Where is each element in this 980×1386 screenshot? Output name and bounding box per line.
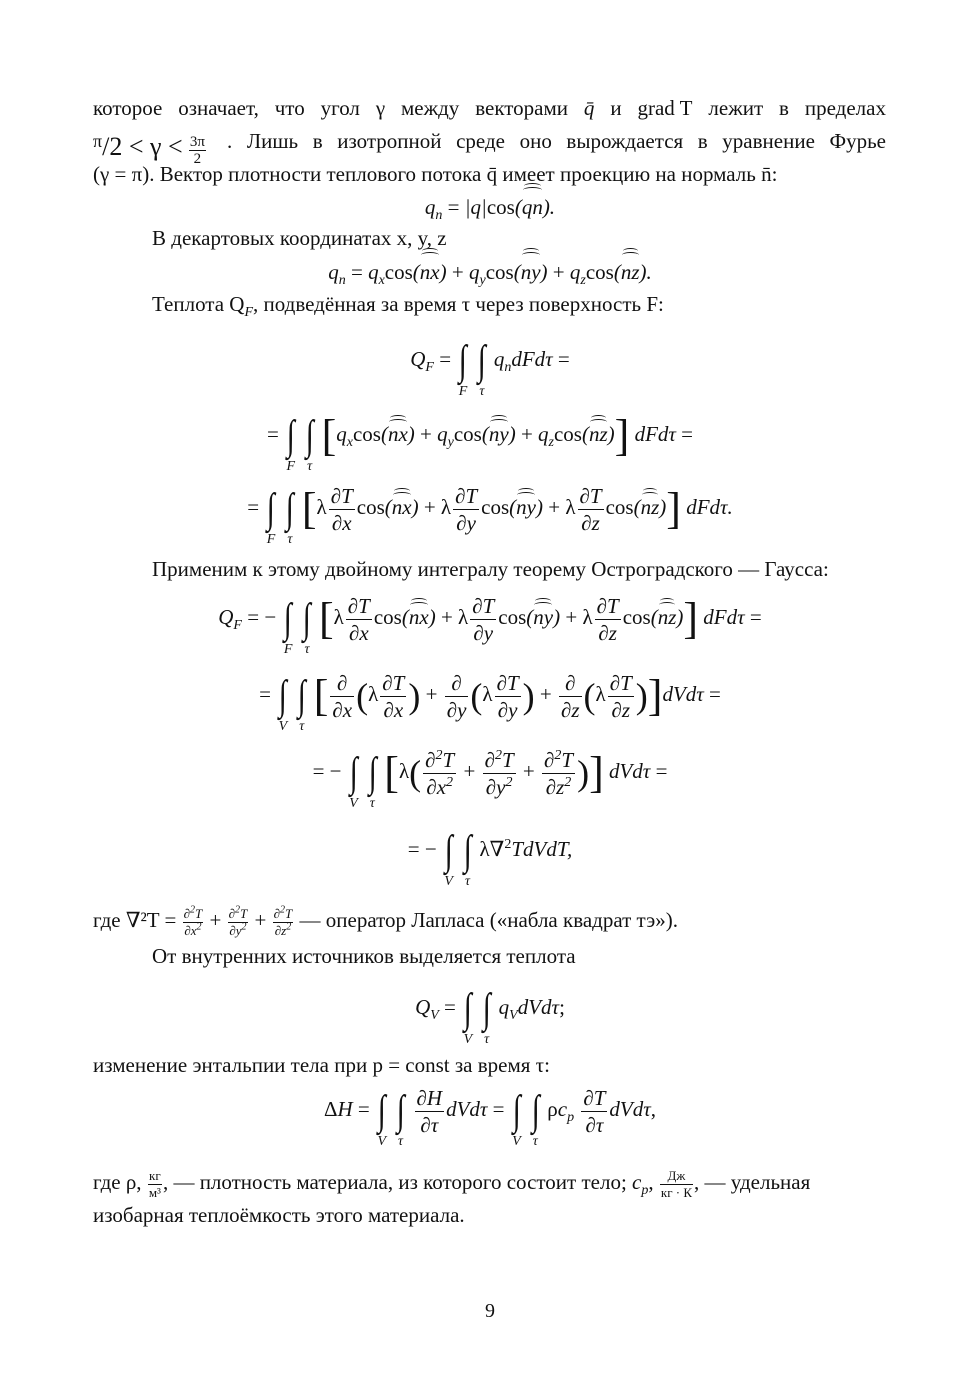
word: векторами: [475, 96, 569, 120]
word: лежит: [708, 96, 764, 120]
paragraph-line: где ∇²T = $\frac{\partial^2T}{\partial x^2}$ + $\frac{\partial^2T}{\partial y^2}$ + $\frac{\partial^2T}{\partial z^2}$ — оператор Лапласа («набла квадрат тэ»).: [93, 904, 679, 938]
word: что: [274, 96, 305, 120]
word: которое: [93, 96, 163, 120]
integral-sign: ∫ τ: [297, 673, 306, 734]
text-fragment: — оператор Лапласа («набла квадрат тэ»).: [299, 908, 679, 932]
word: в: [779, 96, 789, 120]
word: между: [401, 96, 460, 120]
integral-sign: ∫ V: [278, 673, 288, 734]
text-fragment: , подведённая за время τ через поверхность F:: [253, 292, 664, 316]
paragraph-line: изменение энтальпии тела при p = const за время τ:: [93, 1053, 550, 1077]
integral-sign: ∫ τ: [305, 413, 314, 474]
text-fragment: /2 < γ <: [102, 132, 183, 161]
equation-qf-1: $Q_F$ = ∫ F ∫ τ $q_ndFd\tau$ =: [410, 338, 570, 399]
text-fragment: , — удельная: [694, 1170, 811, 1194]
fraction-denominator: 2: [193, 150, 202, 167]
equation-qf-2: = ∫ F ∫ τ $[q_x\cos(nx) + q_y\cos(ny) + q_z\cos(nz)] dFd\tau$ =: [266, 411, 694, 474]
integral-sign: ∫ τ: [463, 828, 472, 889]
integral-sign: ∫ V: [444, 828, 453, 889]
word: q̄: [583, 96, 595, 120]
text-fragment: где ρ,: [93, 1170, 142, 1194]
integral-sign: ∫ τ: [531, 1088, 540, 1149]
integral-sign: ∫ V: [349, 750, 358, 811]
paragraph-line: (γ = π). Вектор плотности теплового потока q̄ имеет проекцию на нормаль n̄:: [93, 162, 778, 186]
integral-sign: ∫ τ: [302, 596, 311, 657]
text-fragment: , — плотность материала, из которого состоит тело;: [162, 1170, 627, 1194]
equation-ostrogradsky-3: = − ∫ V ∫ τ [λ( $\frac{\partial^2T}{\partial x^2}$ + $\frac{\partial^2T}{\partial y^2}$ + $\frac{\partial^2T}{\partial z^2}$ )] dVdτ =: [312, 747, 668, 811]
fraction-numerator: Дж: [660, 1168, 693, 1185]
fraction: $\frac{\partial^2T}{\partial y^2}$: [228, 904, 248, 938]
integral-sign: ∫ V: [512, 1088, 521, 1149]
text-fragment: c: [632, 1170, 642, 1194]
text-fragment: где ∇²T =: [93, 908, 177, 932]
word: и: [610, 96, 622, 120]
text-fragment: π: [93, 131, 103, 151]
word: γ: [375, 96, 386, 120]
fraction-numerator: кг: [149, 1167, 161, 1183]
paragraph-line: От внутренних источников выделяется теплота: [152, 944, 576, 968]
text-fragment: Теплота Q: [152, 292, 245, 316]
integral-sign: ∫ F: [266, 486, 276, 547]
equation-qn-cartesian: $q_n = q_x\cos(nx) + q_y\cos(ny) + q_z\cos(nz)$.: [0, 255, 980, 289]
page-number: 9: [485, 1300, 495, 1322]
equation-qn: $q_n = |q|\cos(qn)$.: [0, 190, 980, 224]
text-fragment: F: [244, 305, 254, 321]
paragraph-line: . Лишь в изотропной среде оно вырождается в уравнение Фурье: [227, 129, 886, 153]
integral-sign: ∫ V: [463, 986, 473, 1047]
word: означает,: [178, 96, 259, 120]
integral-sign: ∫ V: [377, 1088, 387, 1149]
fraction: $\frac{\partial^2T}{\partial z^2}$: [273, 904, 293, 938]
fraction: $\frac{\partial^2T}{\partial x^2}$: [183, 904, 203, 938]
word: пределах: [804, 96, 886, 120]
equation-qf-3: = ∫ F ∫ τ [λ $\frac{\partial T}{\partial x}$ cos(nx) + λ $\frac{\partial T}{\partial y}$ cos(ny) + λ $\frac{\partial T}{\partial z}$ cos(nz)] dFdτ.: [247, 483, 733, 547]
fraction-denominator: кг · К: [660, 1184, 693, 1200]
equation-qv: $Q_V$ = ∫ V ∫ τ $q_VdVd\tau$;: [415, 986, 565, 1047]
fraction-numerator: 3π: [189, 133, 205, 150]
integral-sign: ∫ τ: [477, 338, 486, 399]
paragraph-line: [93, 92, 886, 124]
paragraph-line: В декартовых координатах x, y, z: [152, 226, 447, 250]
integral-sign: ∫ τ: [368, 750, 377, 811]
equation-ostrogradsky-4: = − ∫ V ∫ τ λ∇$^2$TdVdT,: [407, 828, 573, 889]
equation-enthalpy: ΔH = ∫ V ∫ τ $\frac{\partial H}{\partial\tau}$ dVdτ = ∫ V ∫ τ $\rho c_p$ $\frac{\partial T}{\partial\tau}$ dVdτ,: [323, 1085, 657, 1149]
equation-ostrogradsky-2: = ∫ V ∫ τ [ $\frac{\partial}{\partial x}$ (λ $\frac{\partial T}{\partial x}$ ) + $\frac{\partial}{\partial y}$ (λ $\frac{\partial T}{\partial y}$ ) + $\frac{\partial}{\partial z}$ (λ $\frac{\partial T}{\partial z}$ )]dVdτ =: [259, 670, 721, 734]
integral-sign: ∫ τ: [285, 486, 294, 547]
paragraph-line: изобарная теплоёмкость этого материала.: [93, 1203, 465, 1227]
integral-sign: ∫ F: [283, 596, 293, 657]
paragraph-line: где ρ, кг м³ , — плотность материала, из которого состоит тело; $c_p$, Дж кг · К , — удельная: [93, 1167, 811, 1200]
paragraph-line: Применим к этому двойному интегралу теорему Остроградского — Гаусса:: [152, 557, 829, 581]
integral-sign: ∫ F: [458, 338, 468, 399]
fraction-denominator: м³: [148, 1184, 161, 1200]
unit-fraction: [148, 1168, 162, 1201]
integral-sign: ∫ τ: [482, 986, 491, 1047]
word: grad T: [637, 96, 693, 120]
paragraph-line: [152, 288, 664, 320]
integral-sign: ∫ F: [286, 413, 296, 474]
equation-ostrogradsky-1: $Q_F$ = − ∫ F ∫ τ [λ $\frac{\partial T}{\partial x}$ cos(nx) + λ $\frac{\partial T}{\partial y}$ cos(ny) + λ $\frac{\partial T}{\partial z}$ cos(nz)] dFdτ =: [218, 593, 762, 657]
integral-sign: ∫ τ: [396, 1088, 405, 1149]
text-fragment: p: [641, 1183, 649, 1199]
word: угол: [320, 96, 360, 120]
unit-fraction: [660, 1168, 693, 1201]
